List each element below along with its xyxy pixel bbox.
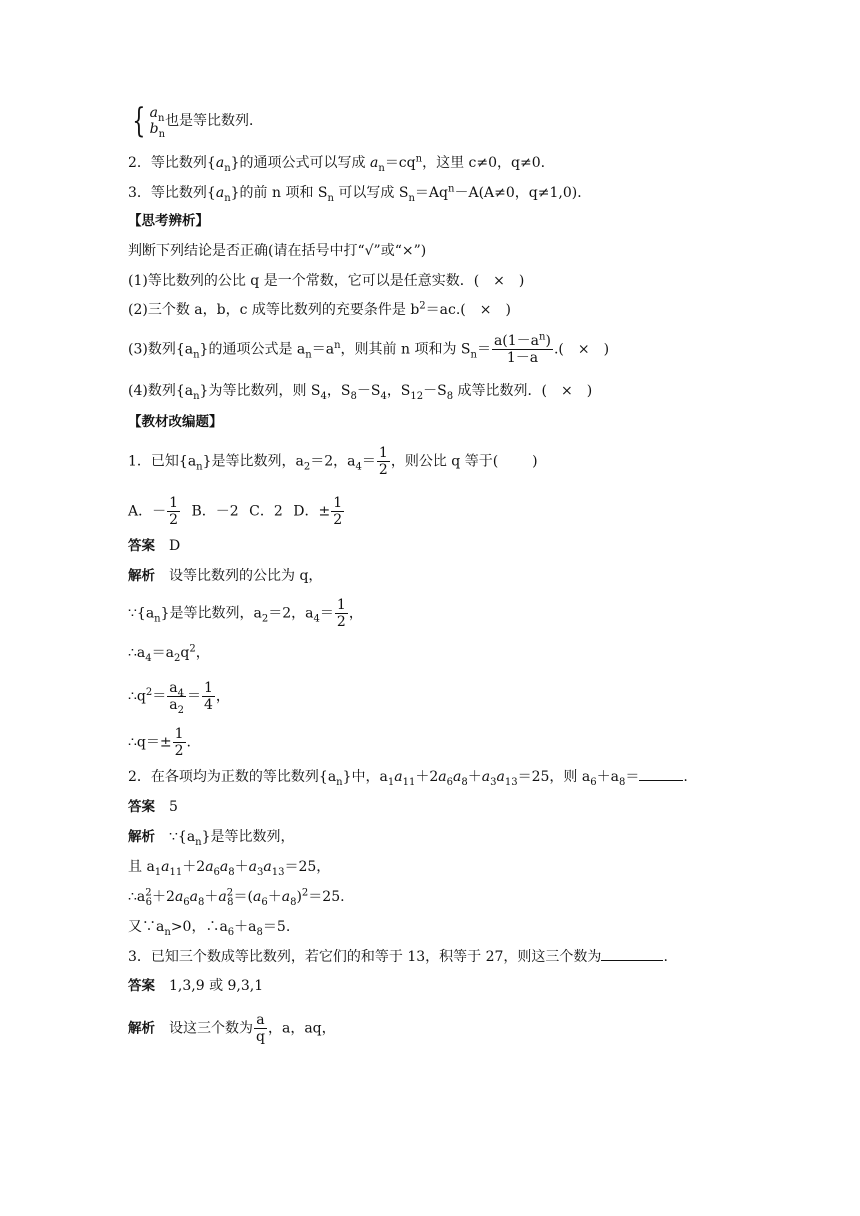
question-3-analysis — [128, 1012, 336, 1045]
fact-text: 2．等比数列{ — [128, 155, 216, 171]
question-1-step-1 — [128, 597, 363, 630]
question-2-answer — [128, 797, 178, 817]
subscript: 2 — [177, 704, 184, 716]
analysis-text: . — [186, 734, 191, 751]
judge-text: ＝ — [476, 341, 491, 358]
subscript: 4 — [355, 461, 362, 473]
analysis-text: 且 a — [128, 859, 155, 875]
question-3-stem — [128, 946, 668, 967]
a-symbol: a — [370, 155, 379, 171]
fraction-numerator: 1 — [336, 597, 346, 613]
subscript: 4 — [380, 390, 387, 402]
subscript-n: n — [158, 112, 165, 124]
subscript: n — [327, 192, 334, 204]
question-2-analysis — [128, 827, 295, 847]
analysis-text: ∵{a — [169, 829, 196, 845]
cross-mark: × — [561, 383, 573, 399]
question-1-options — [128, 495, 345, 528]
subscript: n — [224, 192, 231, 204]
judge-text: －S — [356, 383, 381, 399]
judge-text: ) — [505, 302, 511, 318]
fraction-denominator: 2 — [336, 614, 346, 630]
judge-text: ) — [603, 341, 610, 358]
fraction-denominator: 1－a — [506, 350, 539, 366]
answer-blank[interactable] — [639, 766, 683, 781]
analysis-text: ＝ — [152, 688, 167, 705]
superscript: n — [539, 331, 546, 343]
analysis-text: }是等比数列，a — [160, 605, 262, 622]
subscript: n — [154, 613, 161, 625]
subscript: n — [378, 162, 385, 174]
analysis-text: ＝ — [186, 688, 201, 705]
question-text: ＋a — [596, 769, 619, 785]
fraction-denominator: 2 — [333, 512, 343, 528]
question-1-step-3 — [128, 680, 230, 716]
fraction-one-half — [335, 597, 348, 630]
cross-mark: × — [493, 273, 505, 289]
subscript: 8 — [350, 390, 357, 402]
fraction-numerator: a — [254, 1012, 267, 1029]
question-text: . — [663, 949, 668, 965]
fact-text: ，这里 c≠0，q≠0. — [422, 155, 546, 171]
judge-item-2 — [128, 300, 511, 320]
section-heading-think: 【思考辨析】 — [128, 213, 209, 229]
a-symbol: a — [215, 185, 225, 201]
fraction-numerator: 1 — [174, 726, 184, 742]
cross-mark: × — [577, 341, 590, 358]
subscript: 4 — [313, 613, 320, 625]
fraction-one-half — [377, 445, 390, 478]
judge-text: －S — [423, 383, 447, 399]
fact-quotient-text: 也是等比数列． — [165, 113, 264, 129]
b-symbol: b — [149, 121, 159, 137]
fact-text: 3．等比数列{ — [128, 185, 216, 201]
fact-text: }的前 n 项和 S — [230, 185, 328, 201]
question-text: }中，a — [342, 769, 388, 785]
analysis-text: ＝ — [319, 605, 334, 622]
analysis-text: 设这三个数为 — [169, 1020, 253, 1037]
judge-text: ) — [586, 383, 593, 399]
fraction-numerator: a — [169, 680, 178, 696]
question-1-stem — [128, 445, 538, 478]
subscript: n — [408, 192, 415, 204]
subscript: 2 — [303, 461, 311, 473]
answer-label: 答案 — [128, 538, 155, 554]
answer-blank[interactable] — [601, 946, 663, 961]
superscript: 2 — [189, 643, 196, 655]
question-text: }是等比数列，a — [202, 453, 304, 470]
analysis-text: }是等比数列， — [201, 829, 295, 845]
analysis-text: ， — [195, 645, 210, 661]
fraction-one-half — [167, 495, 180, 528]
subscript: n — [470, 349, 477, 361]
judge-text: .( — [553, 341, 564, 358]
fraction-denominator: 4 — [203, 697, 213, 713]
fraction-one-quarter — [202, 680, 215, 713]
fraction-denominator: 2 — [169, 512, 179, 528]
analysis-text: ， — [215, 688, 230, 705]
analysis-text: ∵{a — [128, 605, 155, 622]
fraction-denominator: 2 — [174, 743, 184, 759]
question-1-answer — [128, 536, 180, 556]
analysis-text: ∴a — [128, 889, 146, 905]
judge-text: ，S — [326, 383, 351, 399]
subscript: 8 — [446, 390, 454, 402]
question-text: ) — [532, 453, 538, 470]
fraction-one-half — [173, 726, 186, 759]
question-1-analysis — [128, 566, 322, 586]
analysis-label: 解析 — [128, 568, 155, 584]
left-brace: { — [132, 101, 146, 141]
fraction-numerator: 1 — [378, 445, 388, 461]
subscript: 4 — [145, 652, 152, 664]
question-1-step-4 — [128, 726, 191, 759]
analysis-text: ∴q＝± — [128, 734, 172, 751]
judge-text: ，S — [386, 383, 411, 399]
fraction-numerator-end: ) — [545, 333, 551, 349]
fact-text: ＝Aq — [414, 185, 448, 201]
analysis-label: 解析 — [128, 1020, 155, 1037]
superscript: 2 — [145, 686, 153, 698]
subscript: n — [193, 390, 200, 402]
analysis-text: ＝a — [151, 645, 174, 661]
question-text: ＝25，则 a — [517, 769, 591, 785]
subscript-n: n — [158, 128, 166, 140]
subscript: 4 — [177, 687, 184, 699]
superscript: 2 — [419, 300, 426, 312]
answer-value: 5 — [169, 799, 178, 815]
subscript: 4 — [320, 390, 327, 402]
analysis-text: q — [180, 645, 190, 661]
superscript: n — [448, 183, 455, 195]
judge-intro: 判断下列结论是否正确(请在括号中打“√”或“×”) — [128, 243, 427, 259]
option-a: A．－ — [128, 503, 167, 520]
question-2-step-1: 且 $a_1a_{11}+2a_6a_8+a_3a_{13}=25$， — [128, 859, 331, 878]
question-2-step-2: $\therefore a^2_6+2a_6a_8+a^2_8=(a_6+a_8)^2=25$. — [128, 887, 345, 908]
section-heading-textbook: 【教材改编题】 — [128, 414, 223, 430]
subscript: 2 — [174, 652, 181, 664]
judge-text: ＝a — [311, 341, 335, 358]
subscript: 2 — [261, 613, 269, 625]
subscript: n — [196, 461, 203, 473]
judge-item-4 — [128, 381, 592, 401]
analysis-text: 又∵a — [128, 919, 165, 935]
judge-text: 成等比数列．( — [453, 383, 548, 399]
fact-text: －A(A≠0，q≠1,0)． — [454, 185, 592, 201]
fact-text: ＝cq — [384, 155, 416, 171]
fraction-numerator: 1 — [203, 680, 213, 696]
question-text: ＝ — [625, 769, 640, 785]
answer-label: 答案 — [128, 799, 155, 815]
answer-value: 1,3,9 或 9,3,1 — [169, 978, 264, 994]
option-d: D．± — [293, 503, 331, 520]
question-2-stem: 2．在各项均为正数的等比数列$\{a_n\}$中，$a_1a_{11}+2a_6a_8+a_3a_{13}=25$，则 $a_6+a_8=$ . — [128, 766, 688, 787]
judge-text: }为等比数列，则 S — [199, 383, 321, 399]
answer-value: D — [169, 538, 181, 554]
question-3-answer — [128, 976, 263, 996]
judge-text: (1)等比数列的公比 q 是一个常数，它可以是任意实数．( — [128, 273, 480, 289]
cross-mark: × — [479, 302, 492, 318]
analysis-text: ， — [348, 605, 363, 622]
subscript: 12 — [410, 390, 424, 402]
analysis-text: ，a，aq， — [267, 1020, 336, 1037]
question-text: ，则公比 q 等于( — [390, 453, 499, 470]
analysis-text: ∴a — [128, 645, 146, 661]
fact-3 — [128, 183, 591, 203]
fraction-numerator: 1 — [333, 495, 343, 511]
subscript: n — [224, 162, 231, 174]
fraction-numerator: a(1－a — [493, 333, 540, 349]
quotient-stack — [149, 105, 166, 140]
subscript: n — [305, 349, 312, 361]
question-text: 2．在各项均为正数的等比数列{a — [128, 769, 337, 785]
answer-label: 答案 — [128, 978, 155, 994]
subscript: n — [195, 836, 202, 848]
fact-quotient-line — [128, 101, 264, 141]
sum-fraction — [492, 333, 553, 366]
judge-text: ) — [518, 273, 525, 289]
judge-text: ＝ac.( — [425, 302, 466, 318]
fact-2 — [128, 153, 545, 173]
fraction-denominator: a — [169, 697, 178, 713]
judge-item-1 — [128, 271, 524, 291]
fraction-denominator: 2 — [378, 462, 388, 478]
superscript: n — [334, 339, 341, 351]
judge-item-3 — [128, 333, 609, 366]
fact-text: 可以写成 S — [333, 185, 409, 201]
judge-text: ，则其前 n 项和为 S — [340, 341, 471, 358]
judge-text: }的通项公式是 a — [199, 341, 306, 358]
option-c: C．2 — [249, 503, 283, 520]
judge-text: (4)数列{a — [128, 383, 194, 399]
analysis-text: ＝5. — [262, 919, 291, 935]
analysis-label: 解析 — [128, 829, 155, 845]
subscript: n — [336, 776, 343, 788]
question-text: ＝ — [361, 453, 376, 470]
fraction-one-half — [331, 495, 344, 528]
judge-text: (3)数列{a — [128, 341, 194, 358]
a-symbol: a — [149, 105, 158, 121]
analysis-text: ∴q — [128, 688, 146, 705]
analysis-text: ＋a — [234, 919, 257, 935]
question-text: 3．已知三个数成等比数列，若它们的和等于 13，积等于 27，则这三个数为 — [128, 949, 602, 965]
fraction-a-over-q — [254, 1012, 267, 1045]
analysis-text: ＝2，a — [268, 605, 314, 622]
question-1-step-2 — [128, 643, 210, 663]
fraction-denominator: q — [256, 1029, 265, 1045]
judge-text: (2)三个数 a，b，c 成等比数列的充要条件是 b — [128, 302, 420, 318]
question-2-step-3: 又$\because a_n>0$，$\therefore a_6+a_8=5$. — [128, 919, 291, 938]
superscript: n — [415, 153, 423, 165]
a-symbol: a — [215, 155, 225, 171]
question-text: 1．已知{a — [128, 453, 197, 470]
analysis-text: >0，∴a — [170, 919, 228, 935]
fact-text: }的通项公式可以写成 — [230, 155, 370, 171]
option-b: B．－2 — [191, 503, 239, 520]
subscript: n — [164, 926, 171, 938]
fraction-a4-over-a2 — [167, 680, 186, 716]
subscript: n — [193, 349, 200, 361]
analysis-text: 设等比数列的公比为 q， — [169, 568, 323, 584]
fraction-numerator: 1 — [169, 495, 179, 511]
question-text: ＝2，a — [310, 453, 356, 470]
